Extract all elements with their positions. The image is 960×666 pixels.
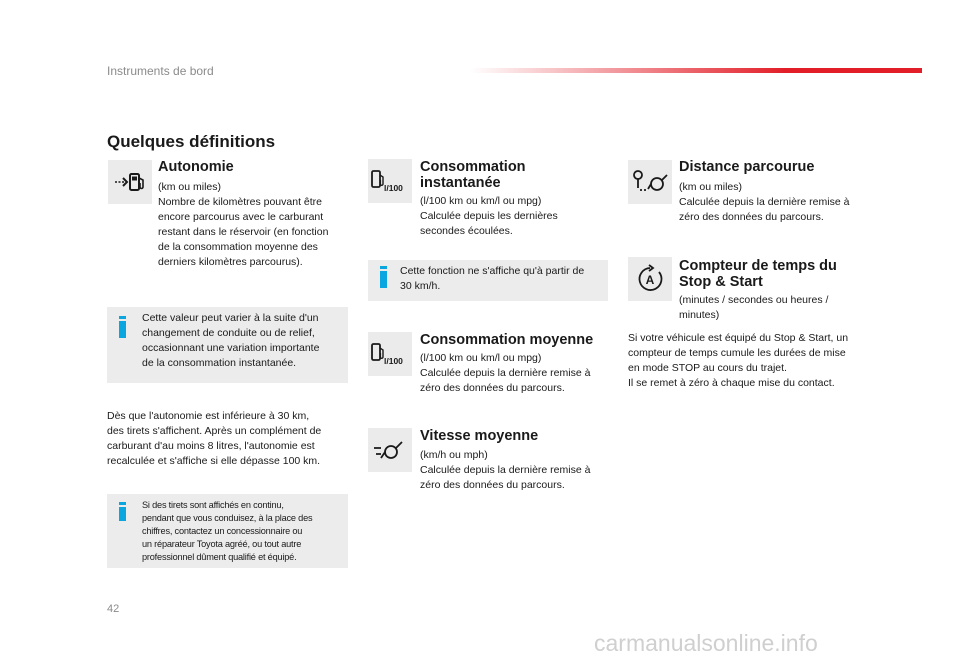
- section-title-vitesse: Vitesse moyenne: [420, 428, 539, 444]
- stop-start-icon: [628, 257, 672, 301]
- page-number: 42: [107, 603, 120, 615]
- note-box-dashes: [107, 494, 348, 568]
- section-title-stopstart: Compteur de temps du Stop & Start: [679, 258, 837, 290]
- distance-icon: [628, 160, 672, 204]
- fuel-range-icon: [108, 160, 152, 204]
- section-title-distance: Distance parcourue: [679, 159, 815, 175]
- fuel-consumption-icon-label: l/100: [384, 183, 403, 193]
- header-accent-bar: [470, 68, 922, 73]
- fuel-consumption-icon: [368, 332, 412, 376]
- note-box-speed-min: [368, 260, 608, 301]
- average-speed-icon: [368, 428, 412, 472]
- stop-start-icon-label: A: [645, 273, 655, 287]
- note-text-variation: Cette valeur peut varier à la suite d'un changement de conduite ou de relief, occasionnant une variation importante de la consommation instantanée.: [142, 312, 320, 369]
- section-text-stopstart: (minutes / secondes ou heures / minutes): [679, 294, 829, 321]
- page-title: Quelques définitions: [107, 132, 276, 151]
- section-title-conso-instant: Consommation instantanée: [420, 159, 526, 191]
- section-text-conso-instant: (l/100 km ou km/l ou mpg) Calculée depuis les dernières secondes écoulées.: [420, 195, 558, 237]
- section-text-conso-moyenne: (l/100 km ou km/l ou mpg) Calculée depuis la dernière remise à zéro des données du parcours.: [420, 352, 591, 394]
- header-title: Instruments de bord: [107, 64, 214, 78]
- section-title-autonomie: Autonomie: [158, 159, 234, 175]
- note-box-variation: [107, 307, 348, 383]
- section-text-autonomie: (km ou miles) Nombre de kilomètres pouvant être encore parcourus avec le carburant restant dans le réservoir (en fonction de la consommation moyenne des derniers kilomètres parcourus).: [158, 181, 329, 268]
- note-text-speed-min: Cette fonction ne s'affiche qu'à partir de 30 km/h.: [400, 265, 585, 292]
- info-icon: [380, 271, 387, 288]
- note-text-dashes: Si des tirets sont affichés en continu, pendant que vous conduisez, à la place des chiffres, contactez un concessionnaire ou un réparateur Toyota agréé, ou tout autre professionnel dûment qualifié et équipé.: [142, 500, 313, 562]
- info-icon: [119, 321, 126, 338]
- section-title-conso-moyenne: Consommation moyenne: [420, 332, 594, 348]
- fuel-consumption-icon: [368, 159, 412, 203]
- info-icon: [119, 507, 126, 521]
- section-text-vitesse: (km/h ou mph) Calculée depuis la dernière remise à zéro des données du parcours.: [420, 449, 591, 491]
- watermark: carmanualsonline.info: [594, 630, 818, 656]
- section-text-distance: (km ou miles) Calculée depuis la dernière remise à zéro des données du parcours.: [679, 181, 850, 223]
- stopstart-paragraph: Si votre véhicule est équipé du Stop & Start, un compteur de temps cumule les durées de mise en mode STOP au cours du trajet. Il se remet à zéro à chaque mise du contact.: [628, 332, 849, 389]
- autonomy-paragraph: Dès que l'autonomie est inférieure à 30 km, des tirets s'affichent. Après un complément de carburant d'au moins 8 litres, l'autonomie est recalculée et s'affiche si elle dépasse 100 km.: [107, 410, 322, 467]
- fuel-consumption-icon-label: l/100: [384, 356, 403, 366]
